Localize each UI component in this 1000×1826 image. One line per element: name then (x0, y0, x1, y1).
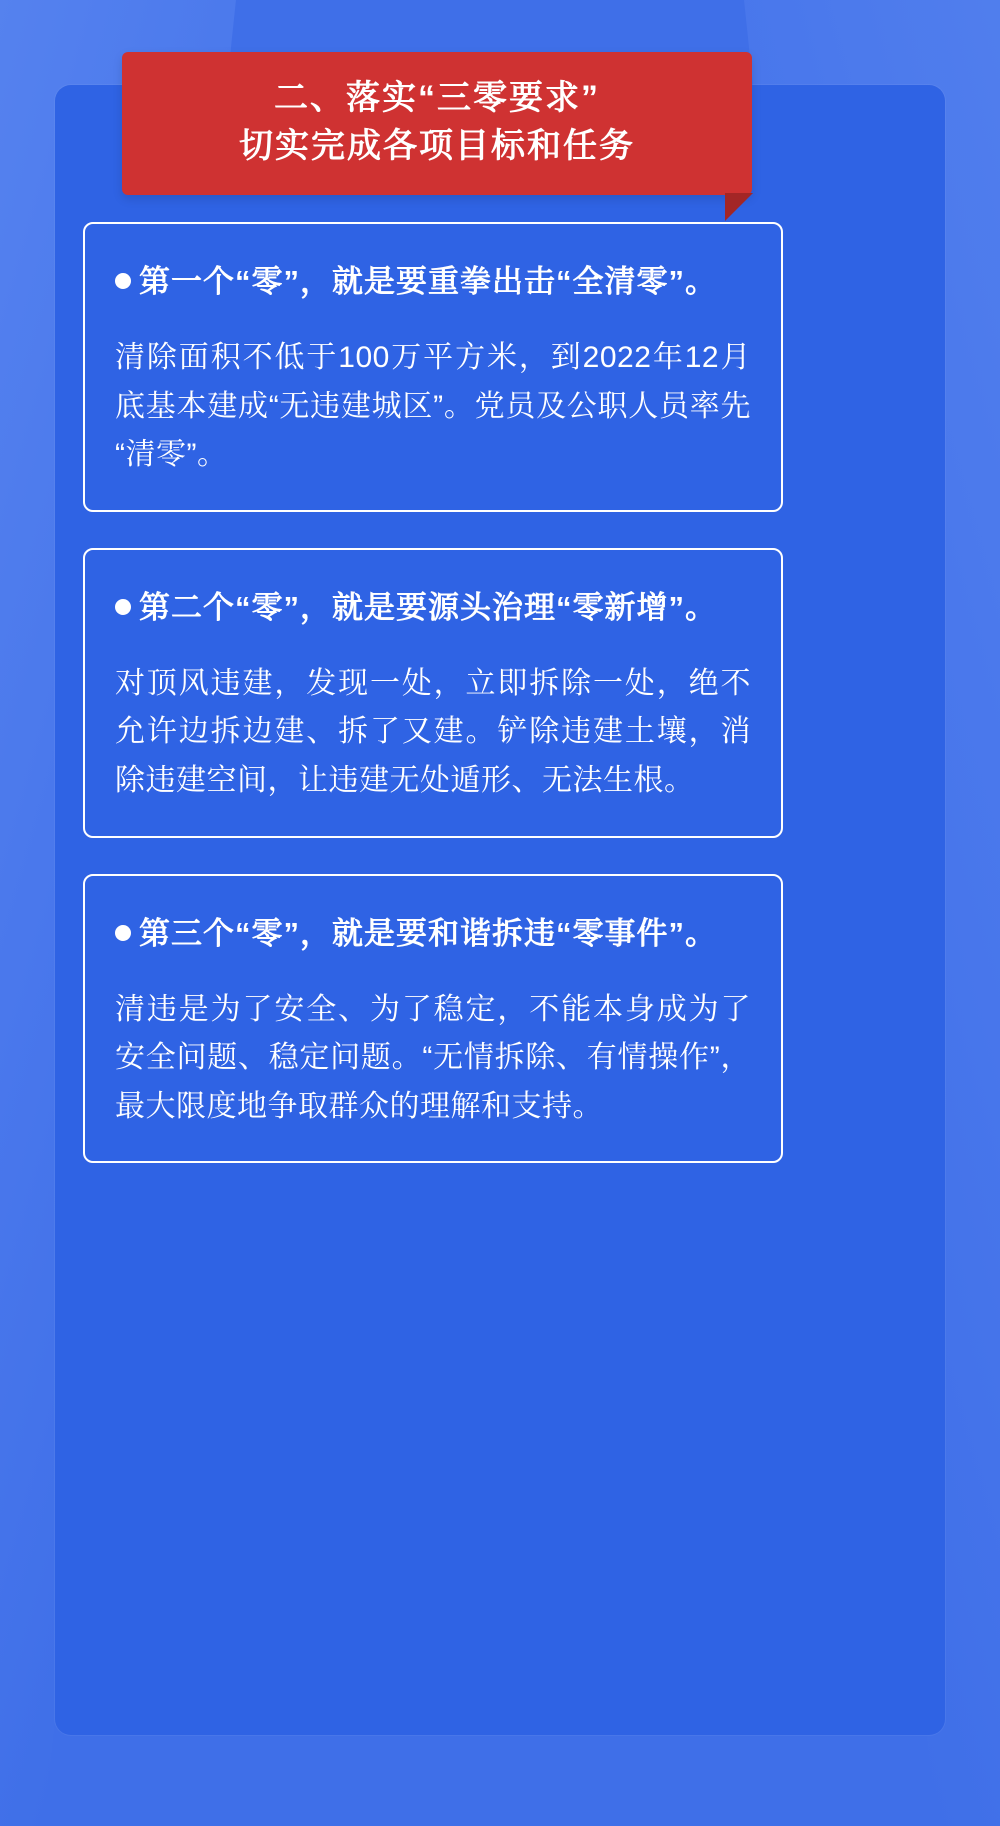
header-ribbon (122, 52, 752, 195)
card-body-text: 对顶风违建，发现一处，立即拆除一处，绝不允许边拆边建、拆了又建。铲除违建土壤，消除违建空间，让违建无处遁形、无法生根。 (115, 666, 751, 798)
card-heading (115, 258, 751, 306)
header-title-line-1: 二、落实“三零要求” (274, 79, 600, 117)
card-heading (115, 910, 751, 958)
content-card (83, 874, 783, 1164)
card-heading-text: 第一个“零”，就是要重拳出击“全清零”。 (139, 264, 717, 299)
content-card-list (83, 222, 783, 1199)
ribbon-fold-corner (725, 193, 753, 221)
card-heading-text: 第二个“零”，就是要源头治理“零新增”。 (139, 589, 717, 625)
content-card (83, 222, 783, 512)
bullet-dot-icon (115, 925, 131, 941)
bullet-dot-icon (115, 599, 131, 615)
header-title-line-2: 切实完成各项目标和任务 (239, 127, 635, 166)
card-body-text: 清除面积不低于100万平方米，到2022年12月底基本建成“无违建城区”。党员及公职人员率先“清零”。 (115, 341, 751, 472)
ribbon-banner (122, 52, 752, 195)
content-card (83, 548, 783, 838)
card-heading (115, 584, 751, 632)
card-heading-text: 第三个“零”，就是要和谐拆违“零事件”。 (139, 915, 717, 951)
card-body-text: 清违是为了安全、为了稳定，不能本身成为了安全问题、稳定问题。“无情拆除、有情操作”，最大限度地争取群众的理解和支持。 (115, 992, 751, 1123)
bullet-dot-icon (115, 273, 131, 289)
